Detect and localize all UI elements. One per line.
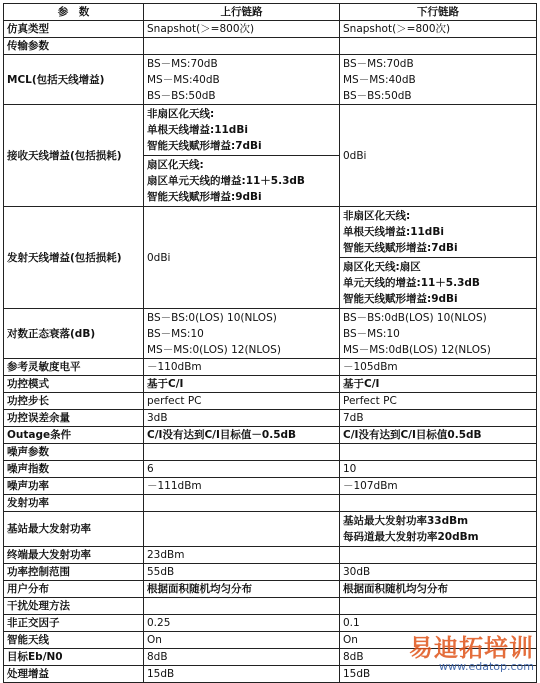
cell-line: －110dBm [147, 361, 202, 373]
table-row [4, 478, 537, 495]
cell-line: BS－MS:10 [147, 327, 204, 340]
cell-line: 3dB [147, 412, 168, 424]
param-cell: 传输参数 [4, 38, 144, 55]
uplink-cell [144, 512, 340, 547]
param-cell: 接收天线增益(包括损耗) [4, 105, 144, 207]
downlink-cell [340, 38, 537, 55]
uplink-cell [144, 393, 340, 410]
downlink-cell [340, 581, 537, 598]
table-row [4, 581, 537, 598]
watermark-logo: 易迪拓培训 [409, 634, 534, 662]
param-cell: 处理增益 [4, 666, 144, 683]
uplink-cell [144, 55, 340, 105]
cell-line: 每码道最大发射功率20dBm [343, 531, 479, 543]
param-cell: 功控模式 [4, 376, 144, 393]
downlink-cell [340, 495, 537, 512]
param-cell: Outage条件 [4, 427, 144, 444]
cell-line: 智能天线赋形增益:9dBi [147, 191, 262, 203]
cell-line: 扇区化天线: [147, 159, 204, 171]
watermark-url: www.edatop.com [439, 660, 534, 673]
table-row [4, 55, 537, 105]
cell-subblock [340, 257, 536, 308]
watermark [409, 635, 534, 673]
cell-line: 智能天线赋形增益:9dBi [343, 293, 458, 305]
cell-subblock [144, 105, 339, 155]
uplink-cell [144, 495, 340, 512]
uplink-cell [144, 478, 340, 495]
cell-line: BS－BS:0(LOS) 10(NLOS) [147, 311, 277, 324]
cell-subblock [144, 155, 339, 206]
downlink-cell [340, 444, 537, 461]
cell-line: 15dB [147, 668, 175, 680]
table-row [4, 359, 537, 376]
uplink-cell [144, 376, 340, 393]
cell-line: 0dBi [147, 251, 171, 264]
downlink-cell [340, 615, 537, 632]
uplink-cell [144, 615, 340, 632]
cell-line: BS－MS:70dB [147, 57, 218, 70]
downlink-cell [340, 410, 537, 427]
cell-line: BS－MS:10 [343, 327, 400, 340]
param-cell: 参考灵敏度电平 [4, 359, 144, 376]
header-downlink: 下行链路 [340, 4, 537, 21]
downlink-cell [340, 393, 537, 410]
cell-line: 10 [343, 463, 357, 475]
cell-line: 单元天线的增益:11＋5.3dB [343, 277, 480, 289]
cell-line: Snapshot(＞=800次) [147, 23, 255, 35]
table-row [4, 512, 537, 547]
downlink-cell [340, 359, 537, 376]
param-cell: 用户分布 [4, 581, 144, 598]
downlink-cell [340, 427, 537, 444]
cell-line: 非扇区化天线: [343, 210, 411, 222]
table-header-row [4, 4, 537, 21]
param-cell: 智能天线 [4, 632, 144, 649]
downlink-cell [340, 478, 537, 495]
cell-line: 单根天线增益:11dBi [343, 226, 444, 238]
param-cell: 非正交因子 [4, 615, 144, 632]
uplink-cell [144, 38, 340, 55]
cell-line: －107dBm [343, 480, 398, 492]
cell-line: On [147, 634, 162, 646]
downlink-cell [340, 55, 537, 105]
downlink-cell [340, 564, 537, 581]
cell-line: －111dBm [147, 480, 202, 492]
downlink-cell [340, 105, 537, 207]
table-row [4, 495, 537, 512]
uplink-cell [144, 581, 340, 598]
downlink-cell [340, 376, 537, 393]
param-cell: 噪声参数 [4, 444, 144, 461]
param-cell: 基站最大发射功率 [4, 512, 144, 547]
uplink-cell [144, 666, 340, 683]
param-cell: 目标Eb/N0 [4, 649, 144, 666]
uplink-cell [144, 105, 340, 207]
cell-line: 单根天线增益:11dBi [147, 124, 248, 136]
cell-line: Perfect PC [343, 395, 397, 407]
cell-line: MS－MS:0(LOS) 12(NLOS) [147, 343, 281, 356]
uplink-cell [144, 444, 340, 461]
header-param: 参 数 [4, 4, 144, 21]
cell-line: 扇区化天线:扇区 [343, 261, 421, 273]
cell-line: MS－MS:40dB [343, 73, 416, 86]
cell-line: 0.25 [147, 617, 171, 629]
cell-line: 7dB [343, 412, 364, 424]
downlink-cell [340, 547, 537, 564]
param-cell: 功控误差余量 [4, 410, 144, 427]
cell-line: 0dBi [343, 149, 367, 162]
downlink-cell [340, 21, 537, 38]
table-row [4, 461, 537, 478]
cell-line: 扇区单元天线的增益:11＋5.3dB [147, 175, 305, 187]
cell-line: 8dB [343, 651, 364, 663]
cell-line: 根据面积随机均匀分布 [343, 583, 448, 595]
table-row [4, 427, 537, 444]
table-row [4, 564, 537, 581]
cell-line: On [343, 634, 358, 646]
cell-line: BS－BS:50dB [147, 89, 216, 102]
uplink-cell [144, 359, 340, 376]
cell-subblock [340, 207, 536, 257]
uplink-cell [144, 547, 340, 564]
param-cell: 发射天线增益(包括损耗) [4, 207, 144, 309]
table-row [4, 444, 537, 461]
uplink-cell [144, 410, 340, 427]
cell-line: 6 [147, 463, 154, 475]
downlink-cell [340, 207, 537, 309]
cell-line: BS－MS:70dB [343, 57, 414, 70]
cell-line: 基于C/I [147, 378, 184, 390]
downlink-cell [340, 598, 537, 615]
param-cell: 对数正态衰落(dB) [4, 309, 144, 359]
cell-line: MS－MS:0dB(LOS) 12(NLOS) [343, 343, 491, 356]
downlink-cell [340, 461, 537, 478]
table-row [4, 598, 537, 615]
table-row [4, 105, 537, 207]
cell-line: MS－MS:40dB [147, 73, 220, 86]
cell-line: BS－BS:50dB [343, 89, 412, 102]
param-cell: MCL(包括天线增益) [4, 55, 144, 105]
header-uplink: 上行链路 [144, 4, 340, 21]
uplink-cell [144, 21, 340, 38]
table-body [4, 21, 537, 683]
cell-line: －105dBm [343, 361, 398, 373]
table-row [4, 410, 537, 427]
uplink-cell [144, 598, 340, 615]
param-cell: 终端最大发射功率 [4, 547, 144, 564]
downlink-cell [340, 512, 537, 547]
cell-line: BS－BS:0dB(LOS) 10(NLOS) [343, 311, 487, 324]
param-cell: 噪声指数 [4, 461, 144, 478]
param-cell: 功率控制范围 [4, 564, 144, 581]
table-row [4, 38, 537, 55]
cell-line: 基于C/I [343, 378, 380, 390]
table-row [4, 376, 537, 393]
table-row [4, 207, 537, 309]
table-row [4, 21, 537, 38]
cell-line: 智能天线赋形增益:7dBi [343, 242, 458, 254]
cell-line: 根据面积随机均匀分布 [147, 583, 252, 595]
table-row [4, 309, 537, 359]
downlink-cell [340, 309, 537, 359]
table-row [4, 615, 537, 632]
cell-line: 15dB [343, 668, 371, 680]
table-row [4, 393, 537, 410]
cell-line: 基站最大发射功率33dBm [343, 515, 469, 527]
table-row [4, 547, 537, 564]
uplink-cell [144, 461, 340, 478]
param-cell: 干扰处理方法 [4, 598, 144, 615]
cell-line: 8dB [147, 651, 168, 663]
cell-line: 智能天线赋形增益:7dBi [147, 140, 262, 152]
uplink-cell [144, 427, 340, 444]
uplink-cell [144, 649, 340, 666]
cell-line: perfect PC [147, 395, 202, 407]
param-cell: 噪声功率 [4, 478, 144, 495]
cell-line: Snapshot(＞=800次) [343, 23, 451, 35]
param-cell: 功控步长 [4, 393, 144, 410]
uplink-cell [144, 309, 340, 359]
param-cell: 仿真类型 [4, 21, 144, 38]
param-cell: 发射功率 [4, 495, 144, 512]
uplink-cell [144, 207, 340, 309]
cell-line: 23dBm [147, 549, 185, 561]
uplink-cell [144, 564, 340, 581]
cell-line: 非扇区化天线: [147, 108, 215, 120]
cell-line: 55dB [147, 566, 175, 578]
parameters-table [3, 3, 537, 683]
cell-line: 30dB [343, 566, 371, 578]
uplink-cell [144, 632, 340, 649]
cell-line: C/I没有达到C/I目标值0.5dB [343, 429, 482, 441]
cell-line: C/I没有达到C/I目标值－0.5dB [147, 429, 297, 441]
cell-line: 0.1 [343, 617, 360, 629]
